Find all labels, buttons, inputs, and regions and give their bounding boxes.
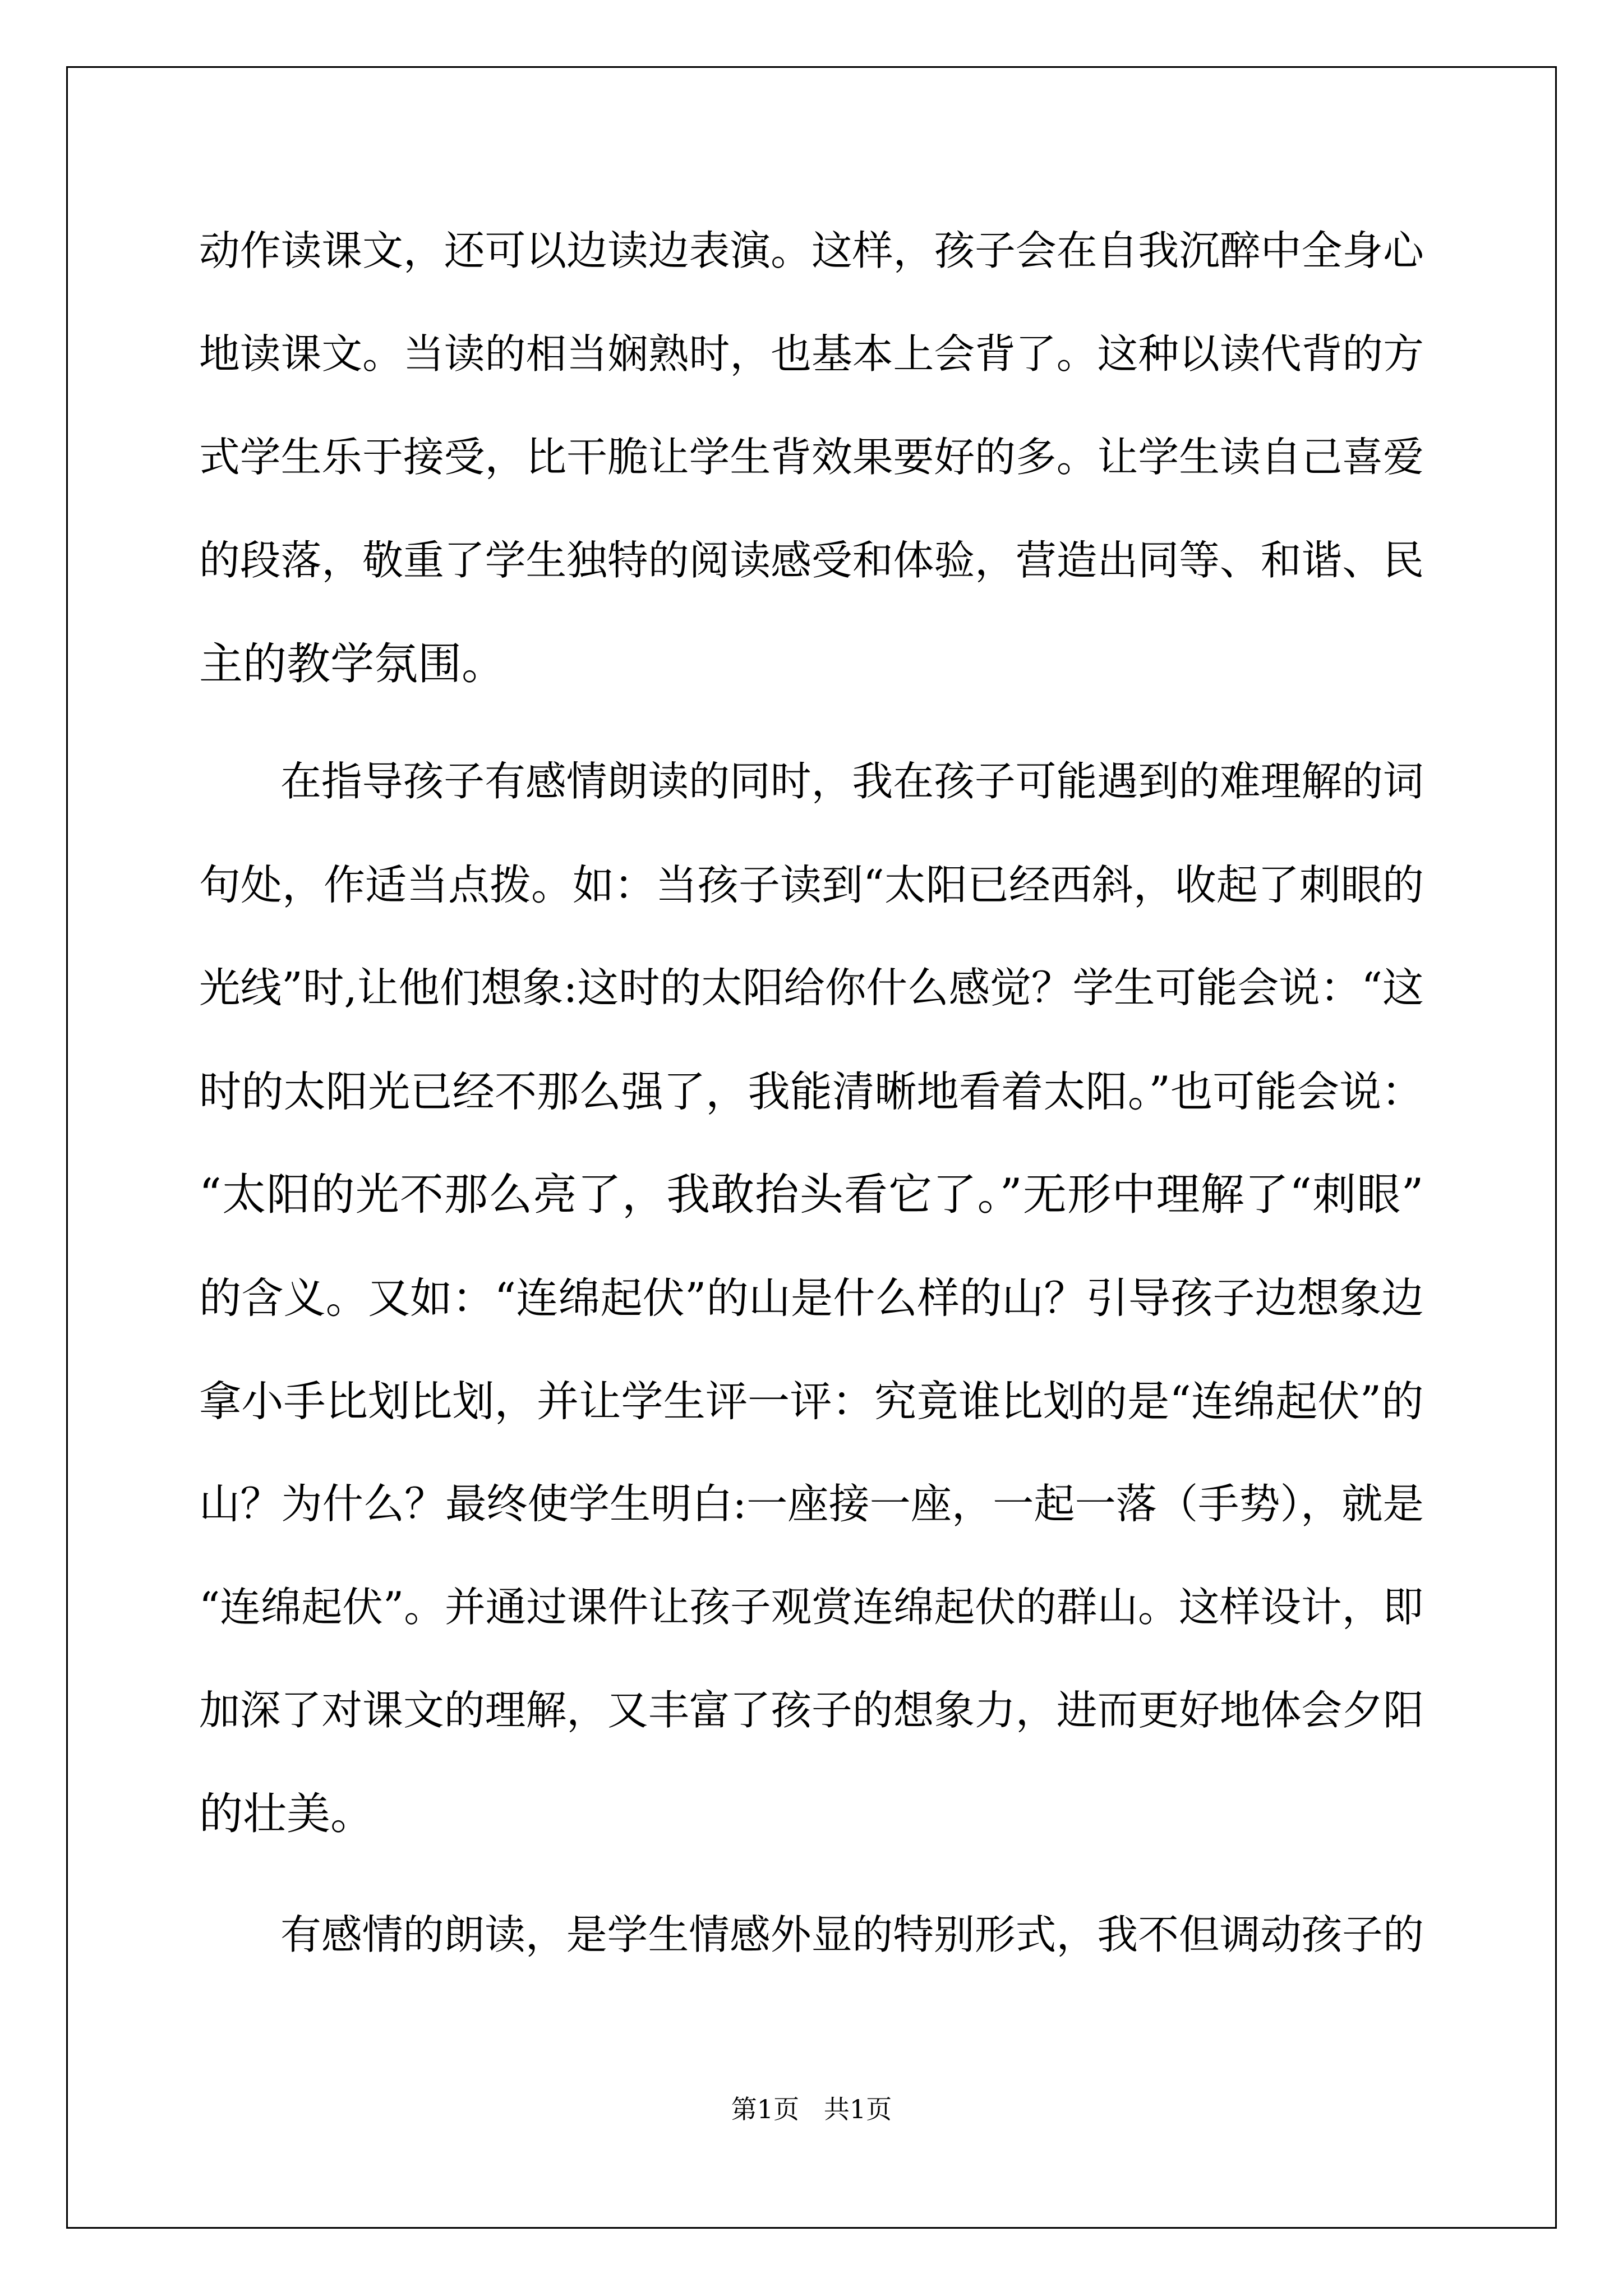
text-line-17: 有感情的朗读，是学生情感外显的特别形式，我不但调动孩子的 — [280, 1911, 1424, 1959]
text-line-16: 的壮美。 — [199, 1789, 375, 1839]
text-line-8: 光线”时,让他们想象:这时的太阳给你什么感觉？学生可能会说：“这 — [199, 964, 1424, 1012]
text-line-12: 拿小手比划比划，并让学生评一评：究竟谁比划的是“连绵起伏”的 — [199, 1377, 1424, 1426]
page-footer: 第1页 共1页 — [731, 2094, 892, 2124]
page-border — [66, 66, 1557, 2229]
text-line-13: 山？为什么？最终使学生明白:一座接一座，一起一落（手势），就是 — [199, 1480, 1424, 1528]
text-line-14: “连绵起伏”。并通过课件让孩子观赏连绵起伏的群山。这样设计，即 — [199, 1584, 1424, 1631]
text-line-3: 式学生乐于接受，比干脆让学生背效果要好的多。让学生读自己喜爱 — [199, 434, 1424, 481]
text-line-10: “太阳的光不那么亮了，我敢抬头看它了。”无形中理解了“刺眼” — [199, 1170, 1424, 1220]
text-line-7: 句处，作适当点拨。如：当孩子读到“太阳已经西斜，收起了刺眼的 — [199, 861, 1424, 909]
text-line-4: 的段落，敬重了学生独特的阅读感受和体验，营造出同等、和谐、民 — [199, 537, 1424, 585]
text-line-6: 在指导孩子有感情朗读的同时，我在孩子可能遇到的难理解的词 — [280, 758, 1424, 806]
text-line-1: 动作读课文，还可以边读边表演。这样，孩子会在自我沉醉中全身心 — [199, 227, 1424, 275]
text-line-11: 的含义。又如：“连绵起伏”的山是什么样的山？引导孩子边想象边 — [199, 1273, 1424, 1323]
text-line-2: 地读课文。当读的相当娴熟时，也基本上会背了。这种以读代背的方 — [199, 330, 1424, 378]
text-line-9: 时的太阳光已经不那么强了，我能清晰地看着太阳。”也可能会说： — [199, 1067, 1424, 1116]
text-line-5: 主的教学氛围。 — [199, 639, 506, 689]
text-line-15: 加深了对课文的理解，又丰富了孩子的想象力，进而更好地体会夕阳 — [199, 1687, 1424, 1734]
